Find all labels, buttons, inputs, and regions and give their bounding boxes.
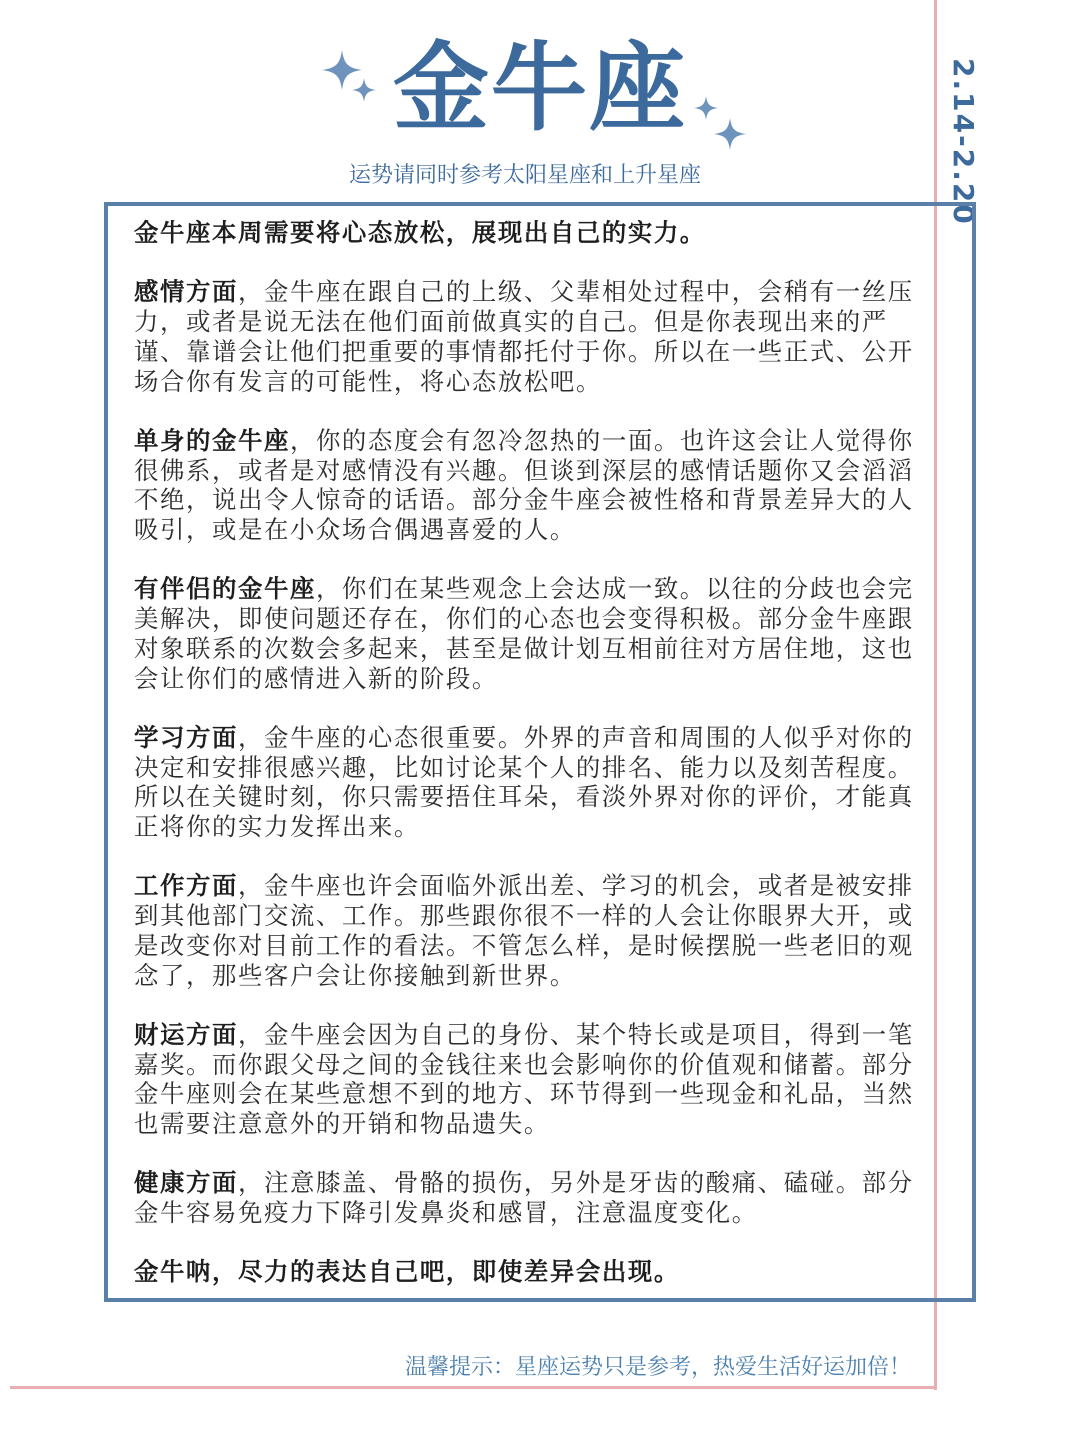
- section-partnered: [134, 574, 916, 693]
- section-text: ，你们在某些观念上会达成一致。以往的分歧也会完美解决，即使问题还存在，你们的心态也会变得积极。部分金牛座跟对象联系的次数会多起来，甚至是做计划互相前往对方居住地，这也会让你们的感情进入新的阶段。: [134, 574, 914, 693]
- section-text: ，金牛座的心态很重要。外界的声音和周围的人似乎对你的决定和安排很感兴趣，比如讨论某个人的排名、能力以及刻苦程度。所以在关键时刻，你只需要捂住耳朵，看淡外界对你的评价，才能真正将你的实力发挥出来。: [134, 722, 914, 841]
- section-heading: 工作方面: [134, 871, 238, 901]
- section-text: ，注意膝盖、骨骼的损伤，另外是牙齿的酸痛、磕碰。部分金牛容易免疫力下降引发鼻炎和感冒，注意温度变化。: [134, 1168, 914, 1228]
- section-study: [134, 723, 916, 842]
- section-heading: 健康方面: [134, 1168, 238, 1198]
- closing-text: 金牛呐，尽力的表达自己吧，即使差异会出现。: [134, 1257, 680, 1287]
- section-health: [134, 1168, 916, 1227]
- date-range: 2.14-2.20: [947, 58, 980, 226]
- section-single: [134, 426, 916, 545]
- page-subtitle: 运势请同时参考太阳星座和上升星座: [348, 163, 701, 188]
- pink-horizontal-line: [10, 1386, 937, 1389]
- section-work: [134, 871, 916, 990]
- section-wealth: [134, 1020, 916, 1139]
- section-text: ，金牛座也许会面临外派出差、学习的机会，或者是被安排到其他部门交流、工作。那些跟你很不一样的人会让你眼界大开，或是改变你对目前工作的看法。不管怎么样，是时候摆脱一些老旧的观念了，那些客户会让你接触到新世界。: [134, 871, 914, 990]
- section-text: ，你的态度会有忽冷忽热的一面。也许这会让人觉得你很佛系，或者是对感情没有兴趣。但谈到深层的感情话题你又会滔滔不绝，说出令人惊奇的话语。部分金牛座会被性格和背景差异大的人吸引，或是在小众场合偶遇喜爱的人。: [134, 425, 914, 544]
- intro-text: 金牛座本周需要将心态放松，展现出自己的实力。: [134, 218, 706, 247]
- closing-paragraph: [134, 1257, 916, 1287]
- section-heading: 有伴侣的金牛座: [134, 574, 316, 604]
- section-love: [134, 277, 916, 396]
- section-heading: 感情方面: [134, 277, 238, 307]
- section-text: ，金牛座在跟自己的上级、父辈相处过程中，会稍有一丝压力，或者是说无法在他们面前做真实的自己。但是你表现出来的严谨、靠谱会让他们把重要的事情都托付于你。所以在一些正式、公开场合你有发言的可能性，将心态放松吧。: [134, 277, 914, 396]
- intro-paragraph: [134, 218, 916, 248]
- section-text: ，金牛座会因为自己的身份、某个特长或是项目，得到一笔嘉奖。而你跟父母之间的金钱往来也会影响你的价值观和储蓄。部分金牛座则会在某些意想不到的地方、环节得到一些现金和礼品，当然也需要注意意外的开销和物品遗失。: [134, 1019, 914, 1138]
- footer-tip: 温馨提示：星座运势只是参考，热爱生活好运加倍！: [405, 1355, 912, 1380]
- page-title: 金牛座: [393, 32, 687, 144]
- horoscope-content: [134, 218, 916, 1317]
- section-heading: 单身的金牛座: [134, 425, 290, 455]
- section-heading: 财运方面: [134, 1019, 238, 1049]
- section-heading: 学习方面: [134, 722, 238, 752]
